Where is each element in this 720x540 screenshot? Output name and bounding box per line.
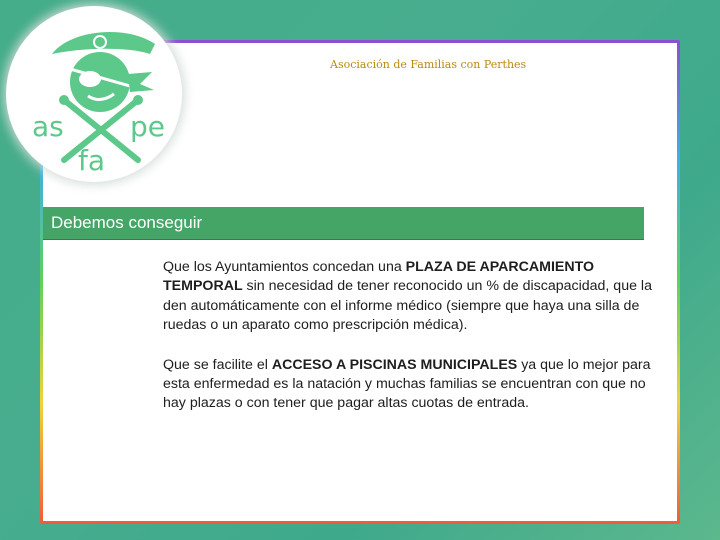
logo-letters-pe: pe: [130, 110, 165, 143]
item-text: Que los Ayuntamientos concedan una: [163, 259, 406, 275]
section-title: Debemos conseguir: [51, 213, 203, 232]
logo-letters-as: as: [32, 110, 64, 143]
organization-title: Asociación de Familias con Perthes: [330, 58, 527, 71]
item-highlight: ACCESO A PISCINAS MUNICIPALES: [271, 356, 518, 373]
item-text: Que se facilite el: [163, 356, 272, 373]
item-highlight: PLAZA DE APARCAMIENTO TEMPORAL: [163, 259, 595, 295]
content-body: [163, 258, 663, 434]
item-parking: [163, 258, 663, 336]
section-header-bar: [43, 207, 644, 240]
logo-letters-fa: fa: [78, 144, 106, 174]
pirate-logo-icon: [30, 24, 180, 174]
item-pools: [163, 356, 663, 414]
item-text: sin necesidad de tener reconocido un % de discapacidad, que la den automáticamente con el informe médico (siempre que haya una silla de ruedas o un aparato como prescripción médica).: [163, 278, 652, 334]
asfape-logo: [6, 6, 182, 182]
item-text: ya que lo mejor para esta enfermedad es la natación y muchas familias se encuentran con que no hay plazas o con tener que pagar altas cuotas de entrada.: [163, 356, 651, 412]
